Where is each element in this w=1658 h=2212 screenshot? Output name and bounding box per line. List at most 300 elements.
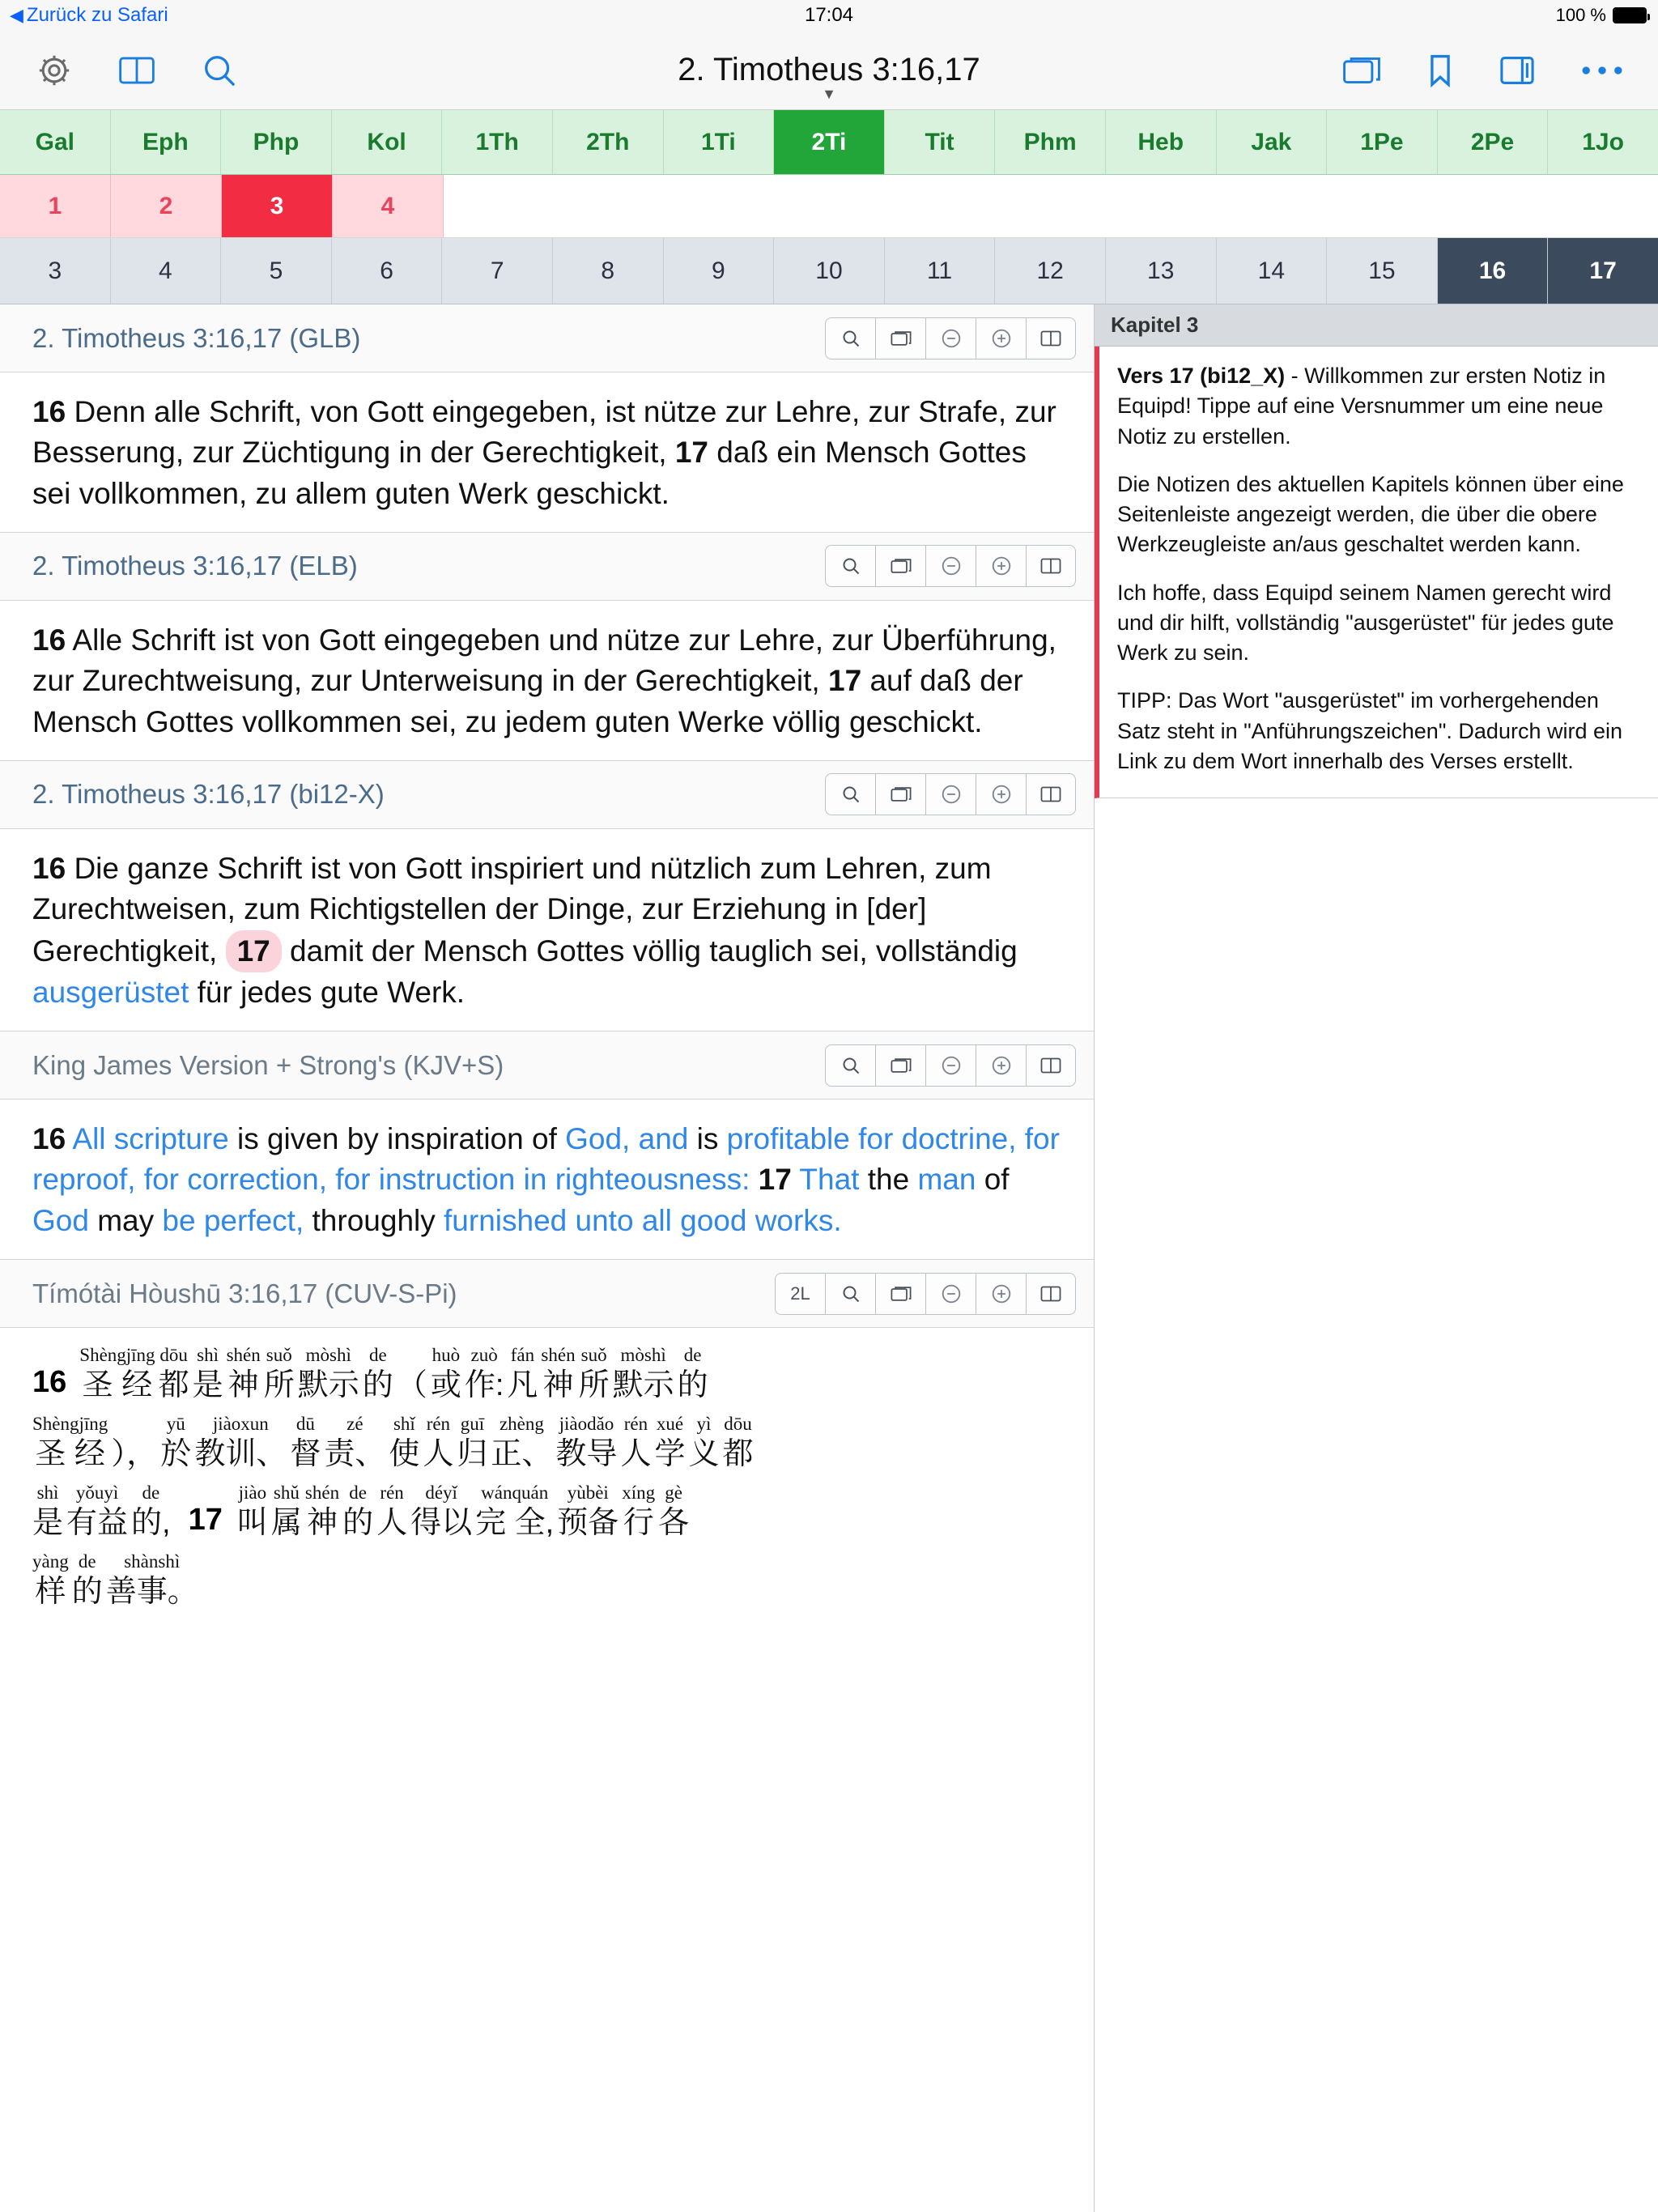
book-tab-label: Eph (142, 128, 189, 155)
passage-title[interactable]: King James Version + Strong's (KJV+S) (32, 1049, 504, 1080)
book-tab-kol[interactable] (332, 110, 443, 174)
notes-panel (1095, 304, 1658, 2212)
passage-title[interactable]: Tímótài Hòushū 3:16,17 (CUV-S-Pi) (32, 1278, 457, 1308)
pinyin-text: shì (197, 1345, 219, 1366)
minus-icon[interactable] (925, 773, 976, 815)
passage-body (0, 829, 1094, 1032)
window-icon[interactable] (875, 1044, 925, 1087)
chapter-tab-1[interactable]: 1 (0, 175, 111, 237)
pinyin-text: shànshì (124, 1551, 181, 1572)
two-line-toggle-button[interactable]: 2L (775, 1273, 825, 1315)
verse-number[interactable]: 17 (188, 1503, 223, 1538)
hanzi-text: 善事。 (105, 1574, 198, 1609)
split-icon[interactable] (1026, 545, 1076, 587)
interlinear-word[interactable] (431, 1344, 461, 1405)
note-paragraph: Ich hoffe, dass Equipd seinem Namen gerecht wird und dir hilft, vollständig "ausgerüstet" für jedes gute Werk zu sein. (1117, 580, 1614, 665)
plus-icon[interactable] (976, 317, 1026, 359)
interlinear-word[interactable] (32, 1551, 69, 1611)
hanzi-text: 的 (342, 1505, 374, 1540)
verse-tab-5[interactable]: 5 (221, 238, 332, 304)
search-icon[interactable] (825, 545, 875, 587)
passage-title[interactable]: 2. Timotheus 3:16,17 (GLB) (32, 322, 361, 353)
interlinear-word-group (32, 1482, 174, 1542)
pinyin-text: de (349, 1482, 367, 1504)
pinyin-text: guī (460, 1414, 485, 1435)
verse-number[interactable]: 17 (758, 1163, 792, 1197)
pinyin-text: de (683, 1345, 702, 1366)
back-triangle-icon: ◀ (10, 5, 23, 25)
hanzi-text: 神 (306, 1505, 338, 1540)
pinyin-text: zé (346, 1414, 363, 1435)
plus-icon[interactable] (976, 773, 1026, 815)
strongs-link[interactable]: That (799, 1163, 860, 1197)
passage-cuv-s-pi (0, 1260, 1094, 1644)
bookmark-icon[interactable] (1426, 53, 1454, 88)
pinyin-text (132, 1413, 137, 1436)
interlinear-word[interactable] (66, 1482, 128, 1542)
interlinear-word[interactable] (194, 1413, 287, 1474)
passage-body (0, 1100, 1094, 1260)
page-title: 2. Timotheus 3:16,17 (678, 52, 980, 87)
verse-text: für jedes gute Werk. (189, 975, 466, 1009)
hanzi-text: 人 (620, 1436, 652, 1471)
interlinear-word[interactable] (457, 1413, 487, 1474)
book-tab-php[interactable] (221, 110, 332, 174)
status-bar (0, 0, 1658, 31)
book-tab-label: Gal (35, 128, 74, 155)
passage-header (0, 1032, 1094, 1100)
note-intro-text: - Willkommen zur ersten Notiz in Equipd! Tippe auf eine Versnummer um eine neue Notiz zu erstellen. (1117, 364, 1606, 449)
chapter-tab-bar[interactable] (0, 175, 1658, 238)
passage-column (0, 304, 1095, 2212)
hanzi-text: 凡 (507, 1368, 538, 1402)
pinyin-text: mòshì (620, 1345, 666, 1366)
pinyin-text: de (368, 1345, 387, 1366)
interlinear-word[interactable] (160, 1413, 191, 1474)
hanzi-text: 所 (578, 1368, 610, 1402)
verse-tab-9[interactable]: 9 (664, 238, 775, 304)
chapter-tab-4[interactable]: 4 (333, 175, 444, 237)
interlinear-line (32, 1482, 1061, 1542)
verse-plain-text: of (976, 1163, 1010, 1197)
hanzi-text: ）， (111, 1436, 158, 1471)
interlinear-word[interactable] (227, 1344, 261, 1405)
verse-tab-6[interactable]: 6 (332, 238, 443, 304)
book-tab-2ti[interactable] (774, 110, 885, 174)
window-icon[interactable] (1342, 54, 1381, 87)
pinyin-text: suǒ (580, 1345, 607, 1366)
verse-tab-13[interactable]: 13 (1106, 238, 1217, 304)
pinyin-text: Shèngjīng (32, 1414, 108, 1435)
passage-title[interactable]: 2. Timotheus 3:16,17 (bi12-X) (32, 779, 385, 810)
interlinear-word[interactable] (305, 1482, 339, 1542)
interlinear-word-group (79, 1344, 711, 1405)
interlinear-word[interactable] (193, 1344, 223, 1405)
pinyin-text (410, 1344, 414, 1367)
interlinear-word[interactable] (290, 1413, 321, 1474)
window-icon[interactable] (875, 545, 925, 587)
book-tab-2pe[interactable] (1438, 110, 1549, 174)
hanzi-text: 都 (722, 1436, 754, 1471)
hanzi-text: 属 (270, 1505, 302, 1540)
pinyin-text: shén (226, 1345, 261, 1366)
hanzi-text: 於 (160, 1436, 192, 1471)
pinyin-text: suǒ (266, 1345, 292, 1366)
pinyin-text: jiào (238, 1482, 267, 1504)
split-icon[interactable] (1026, 1044, 1076, 1087)
pinyin-text: rén (426, 1414, 451, 1435)
pinyin-text: rén (380, 1482, 404, 1504)
verse-plain-text: throughly (304, 1203, 444, 1237)
hanzi-text: 或 (430, 1368, 461, 1402)
strongs-link[interactable]: All scripture (72, 1122, 229, 1156)
interlinear-word[interactable] (159, 1344, 189, 1405)
pinyin-text: fán (510, 1345, 535, 1366)
interlinear-word[interactable] (298, 1344, 359, 1405)
interlinear-word[interactable] (389, 1413, 419, 1474)
strongs-link[interactable]: God (32, 1203, 89, 1237)
interlinear-word[interactable] (622, 1482, 655, 1542)
hanzi-text: 行 (623, 1505, 654, 1540)
hanzi-text: 样 (35, 1574, 66, 1609)
interlinear-word[interactable] (557, 1482, 619, 1542)
interlinear-word[interactable] (678, 1344, 708, 1405)
hanzi-text: 完 全, (475, 1505, 555, 1540)
interlinear-word[interactable] (324, 1413, 385, 1474)
book-tab-eph[interactable] (111, 110, 222, 174)
interlinear-word[interactable] (688, 1413, 719, 1474)
book-tab-tit[interactable] (885, 110, 996, 174)
hanzi-text: 人 (423, 1436, 454, 1471)
interlinear-word[interactable] (423, 1413, 453, 1474)
interlinear-word-group (32, 1551, 202, 1611)
main-area (0, 304, 1658, 2212)
book-tab-label: Tit (925, 128, 954, 155)
passage-toolbar[interactable] (825, 1044, 1076, 1087)
book-tab-1ti[interactable] (664, 110, 775, 174)
interlinear-word[interactable] (342, 1482, 373, 1542)
note-paragraph (1117, 361, 1640, 452)
minus-icon[interactable] (925, 317, 976, 359)
passage-glb (0, 304, 1094, 533)
hanzi-text: 圣 经 (35, 1436, 105, 1471)
hanzi-text: 默示 (297, 1368, 359, 1402)
verse-tab-16[interactable]: 16 (1438, 238, 1549, 304)
pinyin-text: wánquán (481, 1482, 549, 1504)
pinyin-text: yū (166, 1414, 185, 1435)
book-split-icon[interactable] (118, 54, 155, 87)
more-icon[interactable] (1580, 62, 1624, 79)
strongs-link[interactable]: be perfect, (162, 1203, 304, 1237)
pinyin-text: shén (304, 1482, 340, 1504)
interlinear-word[interactable] (465, 1344, 504, 1405)
hanzi-text: 的, (131, 1505, 171, 1540)
passage-title[interactable]: 2. Timotheus 3:16,17 (ELB) (32, 551, 358, 581)
book-tab-label: Jak (1251, 128, 1292, 155)
pinyin-text: gè (665, 1482, 683, 1504)
hanzi-text: 人 (376, 1505, 408, 1540)
pinyin-text: xíng (622, 1482, 656, 1504)
passage-text (32, 849, 1061, 1013)
back-label: Zurück zu Safari (26, 4, 168, 26)
interlinear-word[interactable] (79, 1344, 155, 1405)
book-tab-label: 2Pe (1470, 128, 1515, 155)
pinyin-text: shì (36, 1482, 59, 1504)
verse-number[interactable]: 16 (32, 1365, 67, 1400)
interlinear-word[interactable] (397, 1344, 427, 1405)
interlinear-word[interactable] (111, 1413, 157, 1474)
chinese-interlinear-body (0, 1328, 1094, 1644)
pinyin-text: Shèngjīng (79, 1345, 155, 1366)
interlinear-word[interactable] (579, 1344, 610, 1405)
pinyin-text: de (142, 1482, 160, 1504)
search-icon[interactable] (825, 773, 875, 815)
plus-icon[interactable] (976, 1044, 1026, 1087)
verse-tab-14[interactable]: 14 (1217, 238, 1328, 304)
passage-toolbar[interactable] (825, 317, 1076, 359)
note-verse-ref[interactable]: Vers 17 (bi12_X) (1117, 364, 1286, 388)
verse-number[interactable]: 16 (32, 623, 66, 657)
minus-icon[interactable] (925, 1044, 976, 1087)
pinyin-text: dōu (724, 1414, 752, 1435)
split-icon[interactable] (1026, 317, 1076, 359)
book-tab-heb[interactable] (1106, 110, 1217, 174)
app-toolbar (0, 31, 1658, 110)
hanzi-text: 神 (542, 1368, 574, 1402)
search-icon[interactable] (825, 1273, 875, 1315)
interlinear-word-group (237, 1482, 692, 1542)
hanzi-text: 的 (362, 1368, 393, 1402)
verse-number[interactable]: 16 (32, 395, 66, 428)
pinyin-text: zuò (470, 1345, 498, 1366)
book-tab-label: 1Pe (1360, 128, 1404, 155)
verse-text: Denn alle Schrift, von Gott eingegeben, ist nütze zur Lehre, zur Strafe, zur Besserung, zur Züchtigung in der Gerechtigkeit, (32, 395, 1056, 470)
verse-text: Alle Schrift ist von Gott eingegeben und nütze zur Lehre, zur Überführung, zur Zurechtweisung, zur Unterweisung in der Gerechtigkeit, (32, 623, 1056, 698)
book-tab-bar[interactable] (0, 110, 1658, 175)
split-icon[interactable] (1026, 1273, 1076, 1315)
book-tab-gal[interactable] (0, 110, 111, 174)
gear-icon[interactable] (36, 52, 73, 89)
verse-text: auf daß der Mensch Gottes vollkommen sei, zu jedem guten Werke völlig geschickt. (32, 664, 1023, 738)
book-tab-label: 1Th (475, 128, 519, 155)
book-tab-2th[interactable] (553, 110, 664, 174)
hanzi-text: 预备 (557, 1505, 619, 1540)
hanzi-text: 作: (464, 1368, 504, 1402)
book-tab-label: 2Th (586, 128, 630, 155)
interlinear-word[interactable] (722, 1413, 753, 1474)
book-tab-phm[interactable] (995, 110, 1106, 174)
chapter-tab-3[interactable]: 3 (222, 175, 333, 237)
interlinear-word[interactable] (376, 1482, 407, 1542)
status-right (1556, 0, 1647, 31)
book-tab-1pe[interactable] (1327, 110, 1438, 174)
passage-toolbar[interactable] (825, 545, 1076, 587)
interlinear-word[interactable] (555, 1413, 617, 1474)
pinyin-text: huò (432, 1345, 461, 1366)
hanzi-text: 学 (654, 1436, 686, 1471)
chapter-tab-2[interactable]: 2 (111, 175, 222, 237)
verse-tab-17[interactable]: 17 (1548, 238, 1658, 304)
book-tab-label: Php (253, 128, 300, 155)
verse-text: damit der Mensch Gottes völlig tauglich sei, vollständig (290, 934, 1018, 968)
pinyin-text: shǐ (393, 1414, 415, 1435)
passage-text (32, 1119, 1061, 1241)
verse-word-link[interactable]: ausgerüstet (32, 975, 189, 1009)
interlinear-word[interactable] (507, 1344, 538, 1405)
window-icon[interactable] (875, 773, 925, 815)
passage-body (0, 372, 1094, 533)
pinyin-text: dōu (159, 1345, 188, 1366)
verse-tab-3[interactable]: 3 (0, 238, 111, 304)
hanzi-text: 正、 (491, 1436, 553, 1471)
verse-plain-text: may (88, 1203, 163, 1237)
hanzi-text: 所 (263, 1368, 295, 1402)
book-tab-1jo[interactable] (1548, 110, 1658, 174)
verse-plain-text: is given by inspiration of (228, 1122, 566, 1156)
pinyin-text: yùbèi (567, 1482, 609, 1504)
book-tab-label: 2Ti (811, 128, 847, 155)
interlinear-line (32, 1344, 1061, 1405)
verse-plain-text: is (688, 1122, 727, 1156)
pinyin-text: de (78, 1551, 96, 1572)
interlinear-word[interactable] (271, 1482, 302, 1542)
verse-tab-15[interactable]: 15 (1327, 238, 1438, 304)
notes-header: Kapitel 3 (1095, 304, 1658, 347)
hanzi-text: 是 (192, 1368, 223, 1402)
hanzi-text: 的 (71, 1574, 103, 1609)
verse-tab-7[interactable]: 7 (442, 238, 553, 304)
passage-toolbar[interactable] (775, 1273, 1076, 1315)
interlinear-word[interactable] (72, 1551, 103, 1611)
pinyin-text: yǒuyì (75, 1482, 119, 1504)
passage-text (32, 392, 1061, 514)
pinyin-text: xué (656, 1414, 684, 1435)
plus-icon[interactable] (976, 545, 1026, 587)
split-icon[interactable] (1026, 773, 1076, 815)
interlinear-word[interactable] (541, 1344, 575, 1405)
interlinear-line (32, 1551, 1061, 1611)
hanzi-text: 教训、 (194, 1436, 287, 1471)
hanzi-text: 圣 经 (82, 1368, 153, 1402)
interlinear-word-group (32, 1413, 757, 1474)
interlinear-word[interactable] (106, 1551, 198, 1611)
hanzi-text: 是 (32, 1505, 64, 1540)
interlinear-word[interactable] (237, 1482, 268, 1542)
verse-number[interactable]: 16 (32, 851, 66, 885)
hanzi-text: 得以 (410, 1505, 473, 1540)
pinyin-text: rén (623, 1414, 648, 1435)
verse-tab-11[interactable]: 11 (885, 238, 996, 304)
search-icon[interactable] (825, 1044, 875, 1087)
note-card[interactable] (1095, 347, 1658, 798)
pinyin-text: dū (295, 1414, 315, 1435)
passage-text (32, 620, 1061, 742)
verse-plain-text: the (859, 1163, 918, 1197)
book-tab-label: Kol (367, 128, 406, 155)
hanzi-text: 有益 (66, 1505, 129, 1540)
plus-icon[interactable] (976, 1273, 1026, 1315)
verse-tab-4[interactable]: 4 (111, 238, 222, 304)
book-tab-1th[interactable] (442, 110, 553, 174)
window-icon[interactable] (875, 317, 925, 359)
pinyin-text: jiàoxun (212, 1414, 269, 1435)
sidebar-icon[interactable] (1499, 54, 1535, 87)
interlinear-word[interactable] (475, 1482, 554, 1542)
pinyin-text: déyǐ (425, 1482, 457, 1504)
verse-tab-8[interactable]: 8 (553, 238, 664, 304)
pinyin-text: zhèng (499, 1414, 544, 1435)
verse-number-highlighted[interactable]: 17 (226, 930, 282, 972)
strongs-link[interactable]: God, and (565, 1122, 689, 1156)
interlinear-word[interactable] (410, 1482, 472, 1542)
interlinear-word[interactable] (32, 1482, 63, 1542)
hanzi-text: 督 (290, 1436, 321, 1471)
book-tab-label: 1Ti (700, 128, 736, 155)
interlinear-word[interactable] (620, 1413, 651, 1474)
strongs-link[interactable]: profitable for doctrine, for reproof, for correction, for instruction in righteousness: (32, 1122, 1060, 1197)
passage-body (0, 601, 1094, 761)
verse-tab-12[interactable]: 12 (995, 238, 1106, 304)
passage-bi12x (0, 761, 1094, 1032)
passage-header (0, 761, 1094, 829)
minus-icon[interactable] (925, 1273, 976, 1315)
window-icon[interactable] (875, 1273, 925, 1315)
battery-percent-label: 100 % (1555, 5, 1606, 25)
hanzi-text: 使 (389, 1436, 420, 1471)
strongs-link[interactable]: furnished unto all good works. (444, 1203, 842, 1237)
search-icon[interactable] (825, 317, 875, 359)
minus-icon[interactable] (925, 545, 976, 587)
interlinear-word[interactable] (32, 1413, 108, 1474)
passage-kjvs (0, 1032, 1094, 1260)
verse-tab-bar[interactable] (0, 238, 1658, 304)
title-dropdown-caret-icon[interactable]: ▼ (822, 86, 836, 102)
interlinear-word[interactable] (654, 1413, 685, 1474)
interlinear-word[interactable] (264, 1344, 295, 1405)
pinyin-text: yì (696, 1414, 712, 1435)
verse-number[interactable]: 17 (674, 436, 709, 470)
pinyin-text: jiàodǎo (559, 1414, 614, 1435)
verse-number[interactable]: 16 (32, 1122, 66, 1156)
passage-header (0, 304, 1094, 372)
verse-number[interactable]: 17 (828, 664, 862, 698)
interlinear-word[interactable] (363, 1344, 393, 1405)
passage-elb (0, 533, 1094, 761)
passage-toolbar[interactable] (825, 773, 1076, 815)
book-tab-jak[interactable] (1217, 110, 1328, 174)
hanzi-text: 归 (457, 1436, 488, 1471)
chapter-filler (444, 175, 1658, 237)
interlinear-word[interactable] (658, 1482, 689, 1542)
hanzi-text: 教导 (555, 1436, 618, 1471)
book-tab-label: 1Jo (1582, 128, 1624, 155)
pinyin-text: yàng (32, 1551, 69, 1572)
hanzi-text: （ (396, 1368, 427, 1402)
verse-text: daß ein Mensch Gottes sei vollkommen, zu allem guten Werk geschickt. (32, 436, 1027, 510)
status-time: 17:04 (804, 4, 854, 26)
interlinear-word[interactable] (491, 1413, 552, 1474)
interlinear-line (32, 1413, 1061, 1474)
interlinear-word[interactable] (613, 1344, 674, 1405)
hanzi-text: 的 (677, 1368, 708, 1402)
interlinear-word[interactable] (131, 1482, 171, 1542)
hanzi-text: 都 (158, 1368, 189, 1402)
note-paragraph: TIPP: Das Wort "ausgerüstet" im vorhergehenden Satz steht in "Anführungszeichen". Dadurch wird ein Link zu dem Wort innerhalb des Verses erstellt. (1117, 688, 1623, 773)
battery-icon (1613, 7, 1647, 23)
verse-tab-10[interactable]: 10 (774, 238, 885, 304)
strongs-link[interactable]: man (917, 1163, 976, 1197)
search-icon[interactable] (201, 52, 238, 89)
